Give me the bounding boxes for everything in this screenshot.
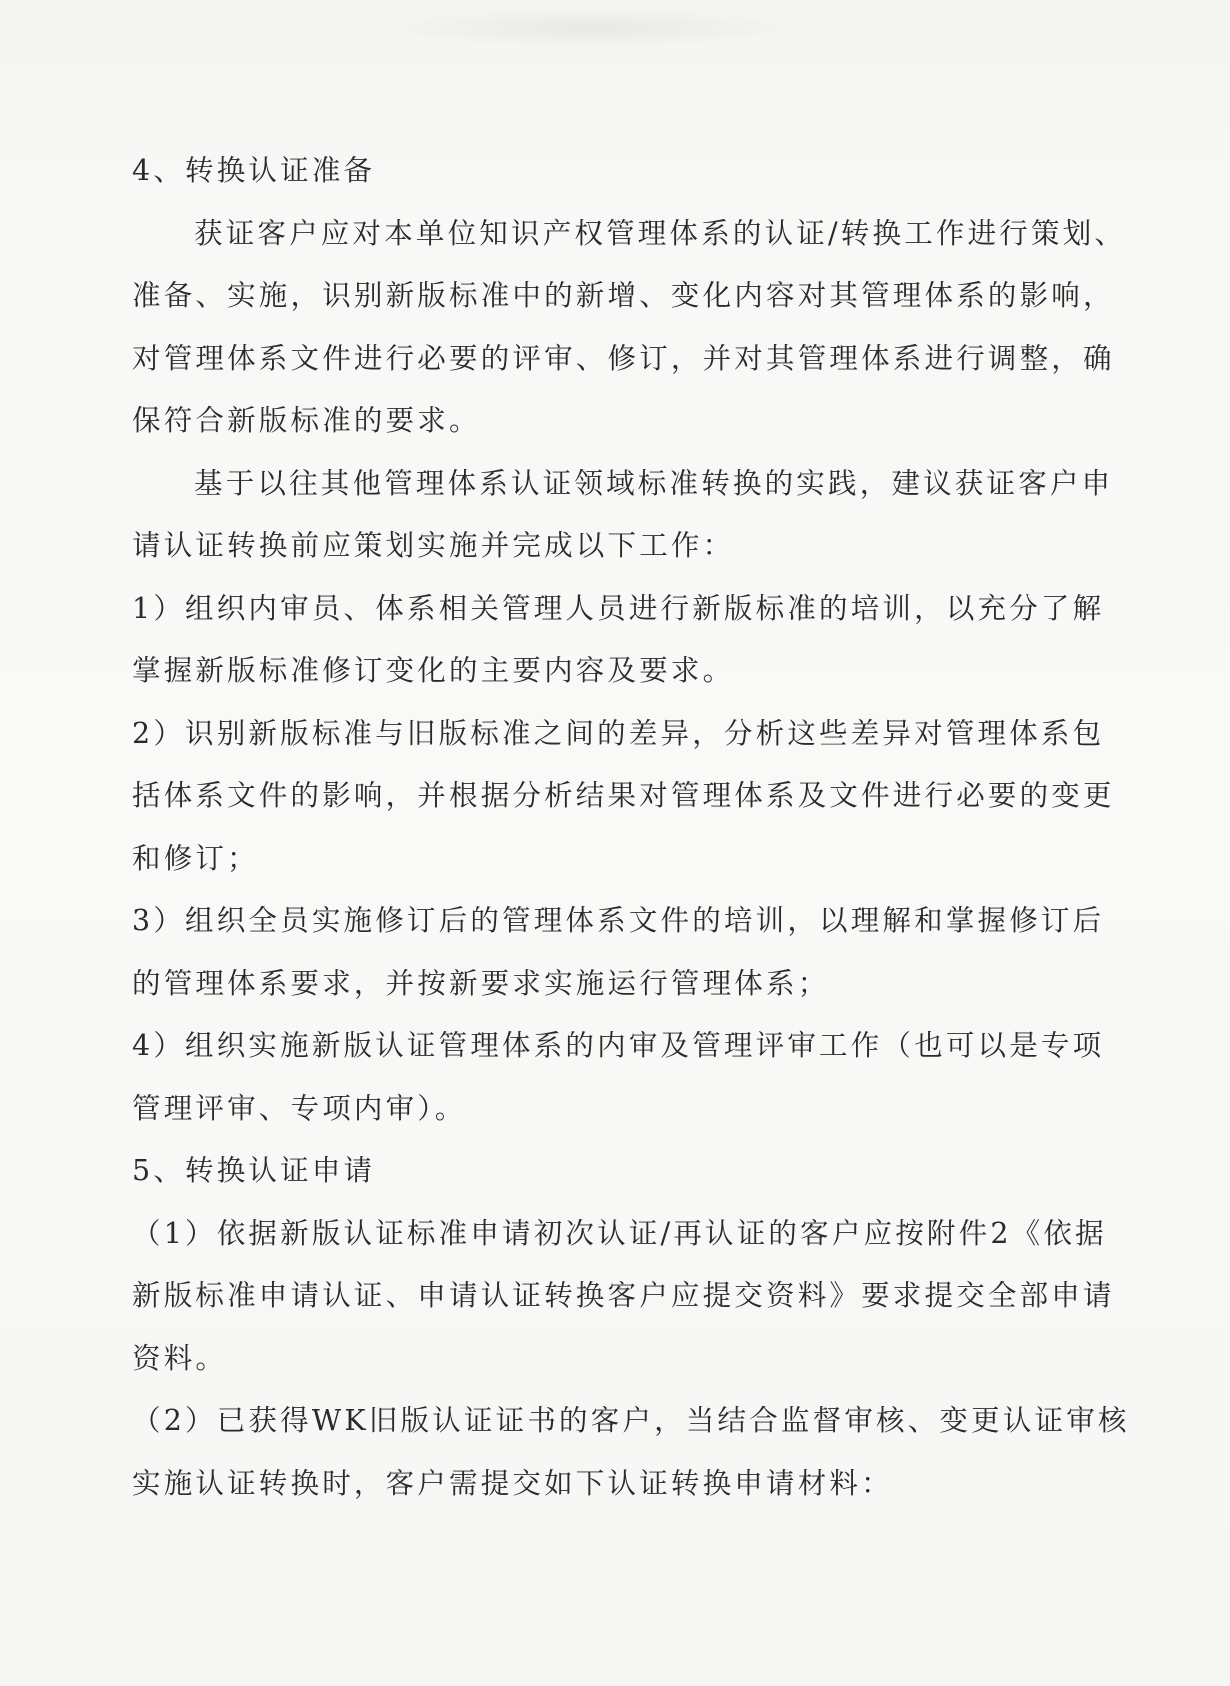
paragraph-line: 对管理体系文件进行必要的评审、修订，并对其管理体系进行调整，确 <box>132 341 1115 375</box>
application-item-2: （2）已获得WK旧版认证证书的客户，当结合监督审核、变更认证审核 <box>132 1404 1130 1437</box>
paragraph-line: 请认证转换前应策划实施并完成以下工作： <box>132 529 735 562</box>
paragraph-line: 保符合新版标准的要求。 <box>132 404 481 437</box>
application-item-2-cont: 实施认证转换时，客户需提交如下认证转换申请材料： <box>132 1466 893 1500</box>
application-item-1-cont: 新版标准申请认证、申请认证转换客户应提交资料》要求提交全部申请 <box>132 1279 1115 1312</box>
scan-smudge <box>380 8 800 48</box>
list-item-4-cont: 管理评审、专项内审）。 <box>132 1091 467 1125</box>
list-item-3-cont: 的管理体系要求，并按新要求实施运行管理体系； <box>132 966 830 1000</box>
paragraph-line: 获证客户应对本单位知识产权管理体系的认证/转换工作进行策划、 <box>194 216 1127 250</box>
paragraph-line: 基于以往其他管理体系认证领域标准转换的实践，建议获证客户申 <box>194 466 1114 500</box>
list-item-2: 2）识别新版标准与旧版标准之间的差异，分析这些差异对管理体系包 <box>132 716 1105 750</box>
list-item-2-cont: 括体系文件的影响，并根据分析结果对管理体系及文件进行必要的变更 <box>132 779 1115 812</box>
list-item-1: 1）组织内审员、体系相关管理人员进行新版标准的培训，以充分了解 <box>132 591 1105 625</box>
section-heading-5: 5、转换认证申请 <box>132 1154 376 1187</box>
section-heading-4: 4、转换认证准备 <box>132 154 376 187</box>
list-item-2-cont: 和修订； <box>132 841 259 875</box>
paragraph-line: 准备、实施，识别新版标准中的新增、变化内容对其管理体系的影响， <box>132 279 1115 312</box>
document-body <box>132 140 1130 1515</box>
application-item-1-cont: 资料。 <box>132 1341 228 1375</box>
list-item-4: 4）组织实施新版认证管理体系的内审及管理评审工作（也可以是专项 <box>132 1029 1105 1062</box>
list-item-1-cont: 掌握新版标准修订变化的主要内容及要求。 <box>132 654 735 687</box>
list-item-3: 3）组织全员实施修订后的管理体系文件的培训，以理解和掌握修订后 <box>132 904 1105 937</box>
application-item-1: （1）依据新版认证标准申请初次认证/再认证的客户应按附件2《依据 <box>132 1216 1107 1250</box>
